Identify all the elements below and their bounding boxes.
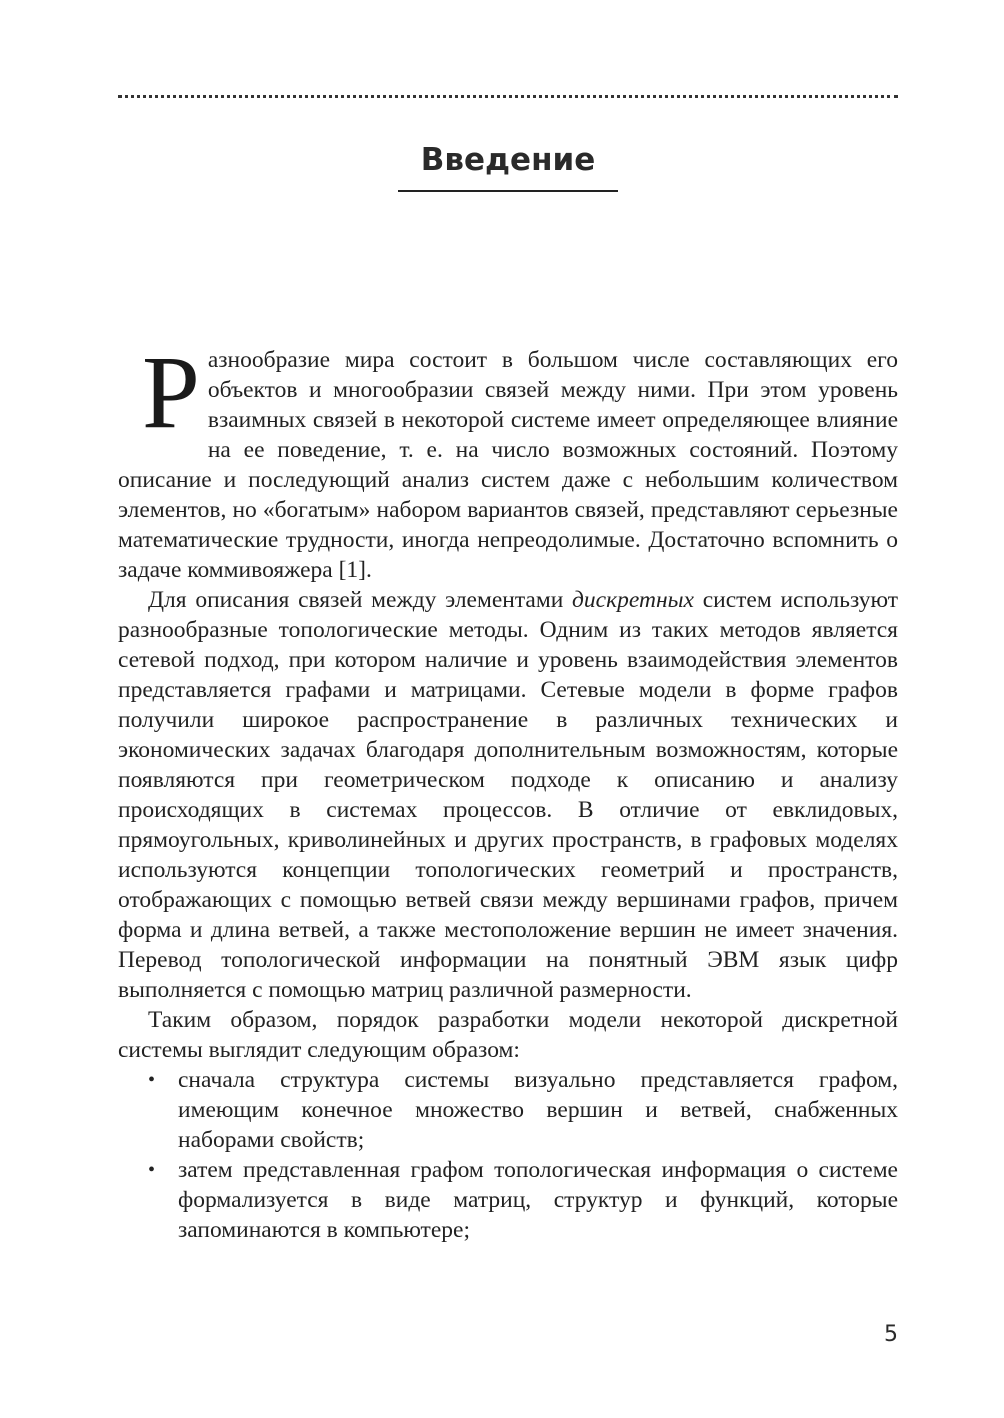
page-number: 5 (884, 1322, 898, 1347)
drop-cap: Р (142, 335, 200, 450)
dotted-header-rule (118, 95, 898, 98)
chapter-title: Введение (420, 142, 596, 178)
paragraph-methods (118, 585, 898, 1005)
list-item (118, 1155, 898, 1245)
list-item-text: сначала структура системы визуально представляется графом, имеющим конечное множество вершин и ветвей, снабженных наборами свойств; (178, 1067, 898, 1153)
intro-paragraph (118, 335, 898, 585)
paragraph-methods-rest: систем используют разнообразные топологические методы. Одним из таких методов является сетевой подход, при котором наличие и уровень взаимодействия элементов представляется графами и матрицами. Сетевые модели в форме графов получили широкое распространение в различных технических и экономических задачах благодаря дополнительным возможностям, которые появляются при геометрическом подходе к описанию и анализу происходящих в системах процессов. В отличие от евклидовых, прямоугольных, криволинейных и других пространств, в графовых моделях используются концепции топологических геометрий и пространств, отображающих с помощью ветвей связи между вершинами графов, причем форма и длина ветвей, а также местоположение вершин не имеет значения. Перевод топологической информации на понятный ЭВМ язык цифр выполняется с помощью матриц различной размерности. (118, 587, 898, 1003)
intro-text: азнообразие мира состоит в большом числе составляющих его объектов и многообразии связей между ними. При этом уровень взаимных связей в некоторой системе имеет определяющее влияние на ее поведение, т. е. на число возможных состояний. Поэтому описание и последующий анализ систем даже с небольшим количеством элементов, но «богатым» набором вариантов связей, представляют серьезные математические трудности, иногда непреодолимые. Достаточно вспомнить о задаче коммивояжера [1]. (118, 347, 898, 583)
emphasis-discrete: дискретных (572, 587, 694, 613)
bullet-icon: • (148, 1159, 156, 1181)
list-item-text: затем представленная графом топологическая информация о системе формализуется в виде матриц, структур и функций, которые запоминаются в компьютере; (178, 1157, 898, 1243)
body-text (118, 335, 898, 1245)
bullet-list (118, 1065, 898, 1245)
list-item (118, 1065, 898, 1155)
bullet-icon: • (148, 1069, 156, 1091)
title-underline (398, 190, 618, 192)
paragraph-procedure: Таким образом, порядок разработки модели некоторой дискретной системы выглядит следующим образом: (118, 1007, 898, 1063)
paragraph-methods-start: Для описания связей между элементами (148, 587, 573, 613)
